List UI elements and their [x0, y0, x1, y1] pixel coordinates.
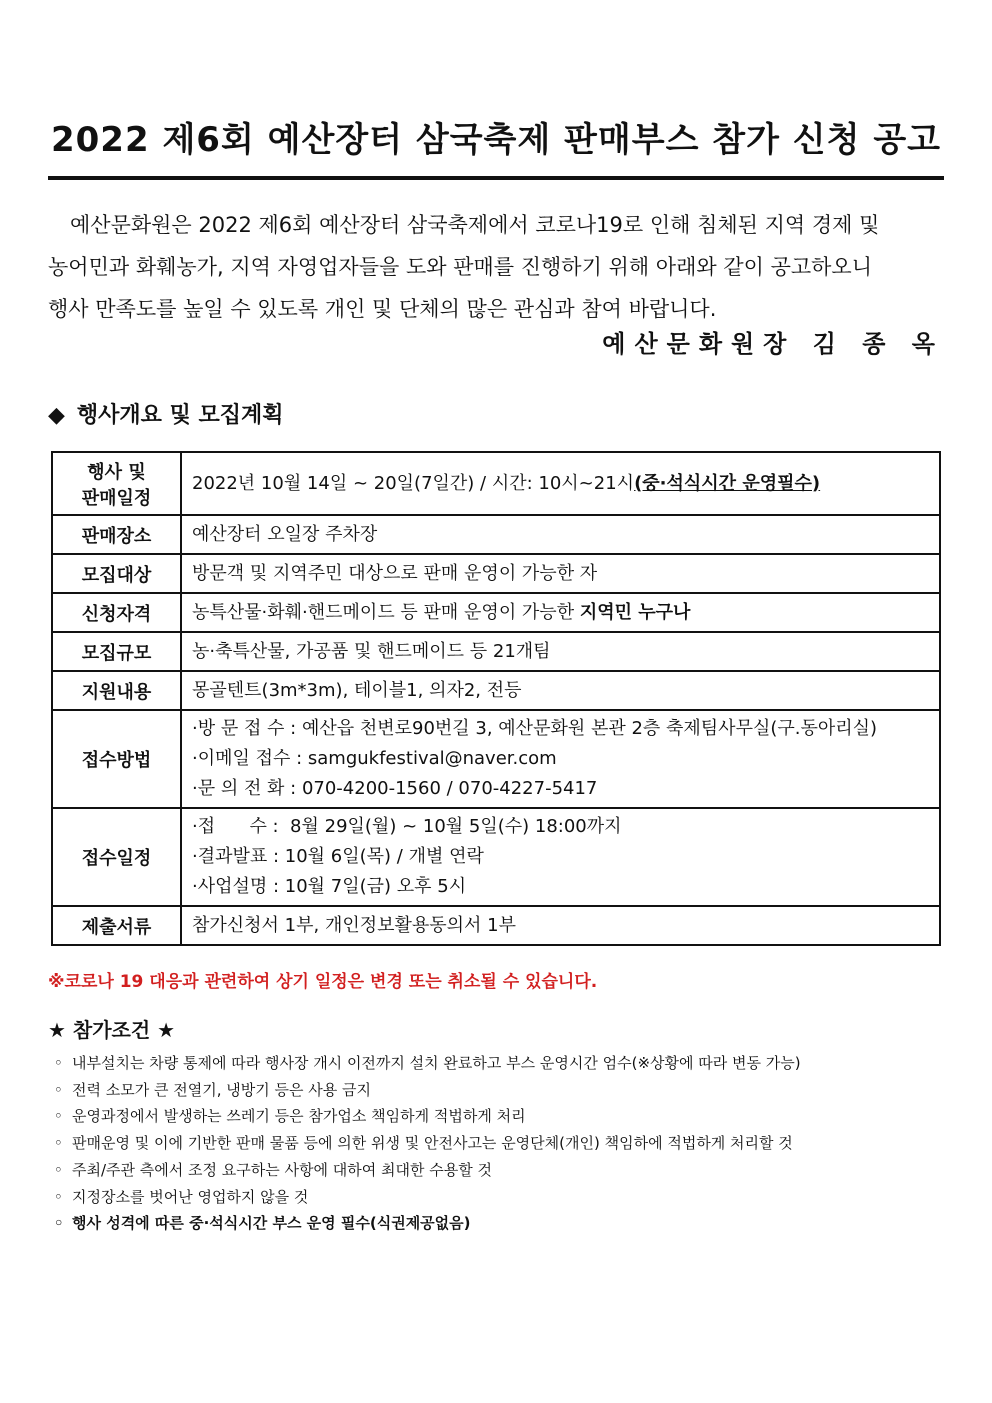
row-label: 신청자격 [52, 593, 181, 632]
list-item [54, 1130, 801, 1157]
row-label: 판매장소 [52, 515, 181, 554]
bullet-icon: ◦ [54, 1080, 63, 1099]
row-value: 농·축특산물, 가공품 및 핸드메이드 등 21개팀 [181, 632, 940, 671]
table-row [52, 808, 940, 906]
schedule-value: 2022년 10월 14일 ~ 20일(7일간) / 시간: 10시~21시 [192, 472, 635, 494]
condition-text: 행사 성격에 따른 중·석식시간 부스 운영 필수(식권제공없음) [72, 1214, 471, 1233]
condition-text: 판매운영 및 이에 기반한 판매 물품 등에 의한 위생 및 안전사고는 운영단체(개인) 책임하에 적법하게 처리할 것 [72, 1134, 793, 1153]
row-value: 참가신청서 1부, 개인정보활용동의서 1부 [181, 906, 940, 945]
bullet-icon: ◦ [54, 1160, 63, 1179]
dates-line: ·접 수 : 8월 29일(월) ~ 10월 5일(수) 18:00까지 [192, 816, 622, 837]
condition-text: 내부설치는 차량 통제에 따라 행사장 개시 이전까지 설치 완료하고 부스 운영시간 엄수(※상황에 따라 변동 가능) [72, 1054, 801, 1072]
condition-text: 주최/주관 측에서 조정 요구하는 사항에 대하여 최대한 수용할 것 [72, 1160, 492, 1179]
row-label-line: 행사 및 [87, 461, 146, 483]
eligibility-emphasis: 지역민 누구나 [579, 601, 691, 623]
row-value [181, 593, 940, 632]
row-label-line: 판매일정 [81, 487, 152, 509]
row-label: 지원내용 [52, 671, 181, 710]
list-item [54, 1157, 801, 1184]
table-row [52, 632, 940, 671]
diamond-icon: ◆ [48, 403, 65, 428]
list-item [54, 1210, 801, 1237]
table-row [52, 710, 940, 808]
table-row [52, 906, 940, 945]
intro-line: 행사 만족도를 높일 수 있도록 개인 및 단체의 많은 관심과 참여 바랍니다. [48, 297, 717, 321]
table-row [52, 452, 940, 515]
section-heading [48, 398, 284, 429]
row-label: 모집규모 [52, 632, 181, 671]
intro-line: 농어민과 화훼농가, 지역 자영업자들을 도와 판매를 진행하기 위해 아래와 같이 공고하오니 [48, 255, 873, 279]
row-label [52, 452, 181, 515]
intro-line: 예산문화원은 2022 제6회 예산장터 삼국축제에서 코로나19로 인해 침체된 지역 경제 및 [70, 213, 880, 237]
method-line: ·이메일 접수 : samgukfestival@naver.com [192, 748, 557, 769]
bullet-icon: ◦ [54, 1214, 64, 1233]
row-value [181, 452, 940, 515]
list-item [54, 1050, 801, 1077]
page-title: 2022 제6회 예산장터 삼국축제 판매부스 참가 신청 공고 [50, 120, 942, 160]
row-value: 몽골텐트(3m*3m), 테이블1, 의자2, 전등 [181, 671, 940, 710]
row-value: 예산장터 오일장 주차장 [181, 515, 940, 554]
condition-text: 운영과정에서 발생하는 쓰레기 등은 참가업소 책임하게 적법하게 처리 [72, 1107, 526, 1126]
condition-text: 전력 소모가 큰 전열기, 냉방기 등은 사용 금지 [72, 1080, 371, 1099]
dates-line: ·사업설명 : 10월 7일(금) 오후 5시 [192, 876, 467, 897]
table-row [52, 554, 940, 593]
bullet-icon: ◦ [54, 1107, 63, 1126]
bullet-icon: ◦ [54, 1187, 63, 1206]
row-value [181, 710, 940, 808]
table-row [52, 593, 940, 632]
table-row [52, 515, 940, 554]
table-row [52, 671, 940, 710]
list-item [54, 1103, 801, 1130]
row-label: 접수방법 [52, 710, 181, 808]
method-line: ·방 문 접 수 : 예산읍 천변로90번길 3, 예산문화원 본관 2층 축제팀사무실(구.동아리실) [192, 718, 878, 739]
conditions-title: ★ 참가조건 ★ [48, 1018, 176, 1042]
notice-text: ※코로나 19 대응과 관련하여 상기 일정은 변경 또는 취소될 수 있습니다. [48, 972, 598, 992]
row-label: 접수일정 [52, 808, 181, 906]
condition-text: 지정장소를 벗어난 영업하지 않을 것 [72, 1187, 309, 1206]
intro-paragraph [48, 204, 944, 330]
info-table [51, 451, 941, 946]
schedule-emphasis: (중·석식시간 운영필수) [634, 472, 821, 494]
list-item [54, 1077, 801, 1104]
row-label: 제출서류 [52, 906, 181, 945]
dates-line: ·결과발표 : 10월 6일(목) / 개별 연락 [192, 846, 484, 867]
row-value [181, 808, 940, 906]
title-divider [48, 176, 944, 180]
bullet-icon: ◦ [54, 1054, 63, 1072]
signer: 예산문화원장 김 종 옥 [602, 330, 944, 358]
conditions-list [54, 1050, 801, 1237]
method-line: ·문 의 전 화 : 070-4200-1560 / 070-4227-5417 [192, 778, 598, 799]
row-label: 모집대상 [52, 554, 181, 593]
row-value: 방문객 및 지역주민 대상으로 판매 운영이 가능한 자 [181, 554, 940, 593]
list-item [54, 1184, 801, 1211]
bullet-icon: ◦ [54, 1134, 63, 1153]
section-heading-text: 행사개요 및 모집계획 [76, 403, 284, 428]
eligibility-value: 농특산물·화훼·핸드메이드 등 판매 운영이 가능한 [192, 601, 580, 623]
